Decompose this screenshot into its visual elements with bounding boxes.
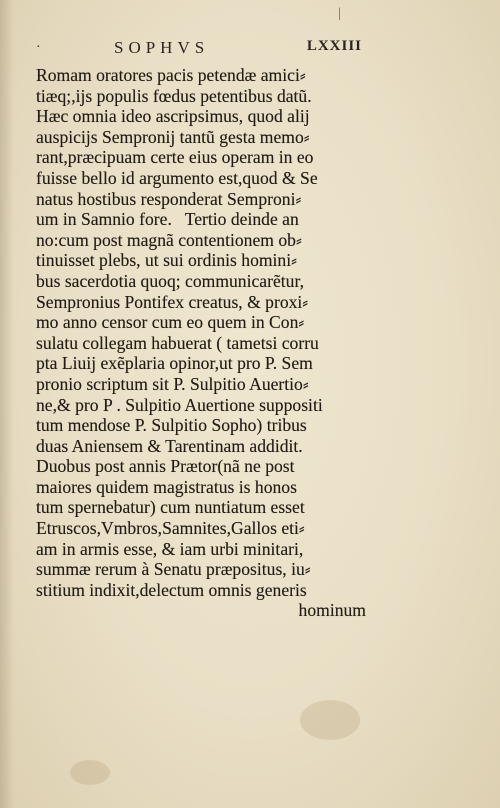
text-line: Hæc omnia ideo ascripsimus, quod alij <box>36 106 310 127</box>
text-line: tiæq;,ijs populis fœdus petentibus datũ. <box>36 85 312 106</box>
text-line: tum spernebatur) cum nuntiatum esset <box>36 497 305 518</box>
text-line: duas Aniensem & Tarentinam addidit. <box>36 435 303 456</box>
text-line: tum mendose P. Sulpitio Sopho) tribus <box>36 415 307 436</box>
text-line: fuisse bello id argumento est,quod & Se <box>36 167 318 188</box>
running-head-marker: · <box>36 40 41 55</box>
paper-stain <box>70 760 110 785</box>
paper-stain <box>300 700 360 740</box>
text-line: Etruscos,Vmbros,Samnites,Gallos eti⸗ <box>36 518 305 539</box>
text-line: maiores quidem magistratus is honos <box>36 476 297 497</box>
text-line: no:cum post magnã contentionem ob⸗ <box>36 229 302 250</box>
text-line: summæ rerum à Senatu præpositus, iu⸗ <box>36 559 311 580</box>
text-line: natus hostibus responderat Semproni⸗ <box>36 188 302 209</box>
gutter-shadow <box>0 0 14 808</box>
text-line: sulatu collegam habuerat ( tametsi corru <box>36 332 319 353</box>
catchword: hominum <box>298 600 366 621</box>
text-line: bus sacerdotia quoq; communicarẽtur, <box>36 270 305 291</box>
folio-number: LXXIII <box>306 38 362 54</box>
text-line: Sempronius Pontifex creatus, & proxi⸗ <box>36 291 309 312</box>
text-line: um in Samnio fore. Tertio deinde an <box>36 209 299 230</box>
body-text <box>36 65 366 621</box>
text-line: pta Liuij exẽplaria opinor,ut pro P. Sem <box>36 353 313 374</box>
text-line: Duobus post annis Prætor(nã ne post <box>36 456 295 477</box>
text-line: pronio scriptum sit P. Sulpitio Auertio⸗ <box>36 373 309 394</box>
text-line: mo anno censor cum eo quem in Con⸗ <box>36 312 305 333</box>
text-line: stitium indixit,delectum omnis generis <box>36 579 307 600</box>
text-line: ne,& pro P . Sulpitio Auertione suppositi <box>36 394 323 415</box>
text-line: auspicijs Sempronij tantũ gesta memo⸗ <box>36 126 310 147</box>
text-line: Romam oratores pacis petendæ amici⸗ <box>36 65 306 85</box>
text-line: am in armis esse, & iam urbi minitari, <box>36 538 304 559</box>
running-head <box>36 38 362 58</box>
page-edge-mark: | <box>338 6 341 21</box>
text-line: tinuisset plebs, ut sui ordinis homini⸗ <box>36 250 297 271</box>
running-head-title: SOPHVS <box>114 38 210 57</box>
text-line: rant,præcipuam certe eius operam in eo <box>36 147 314 168</box>
